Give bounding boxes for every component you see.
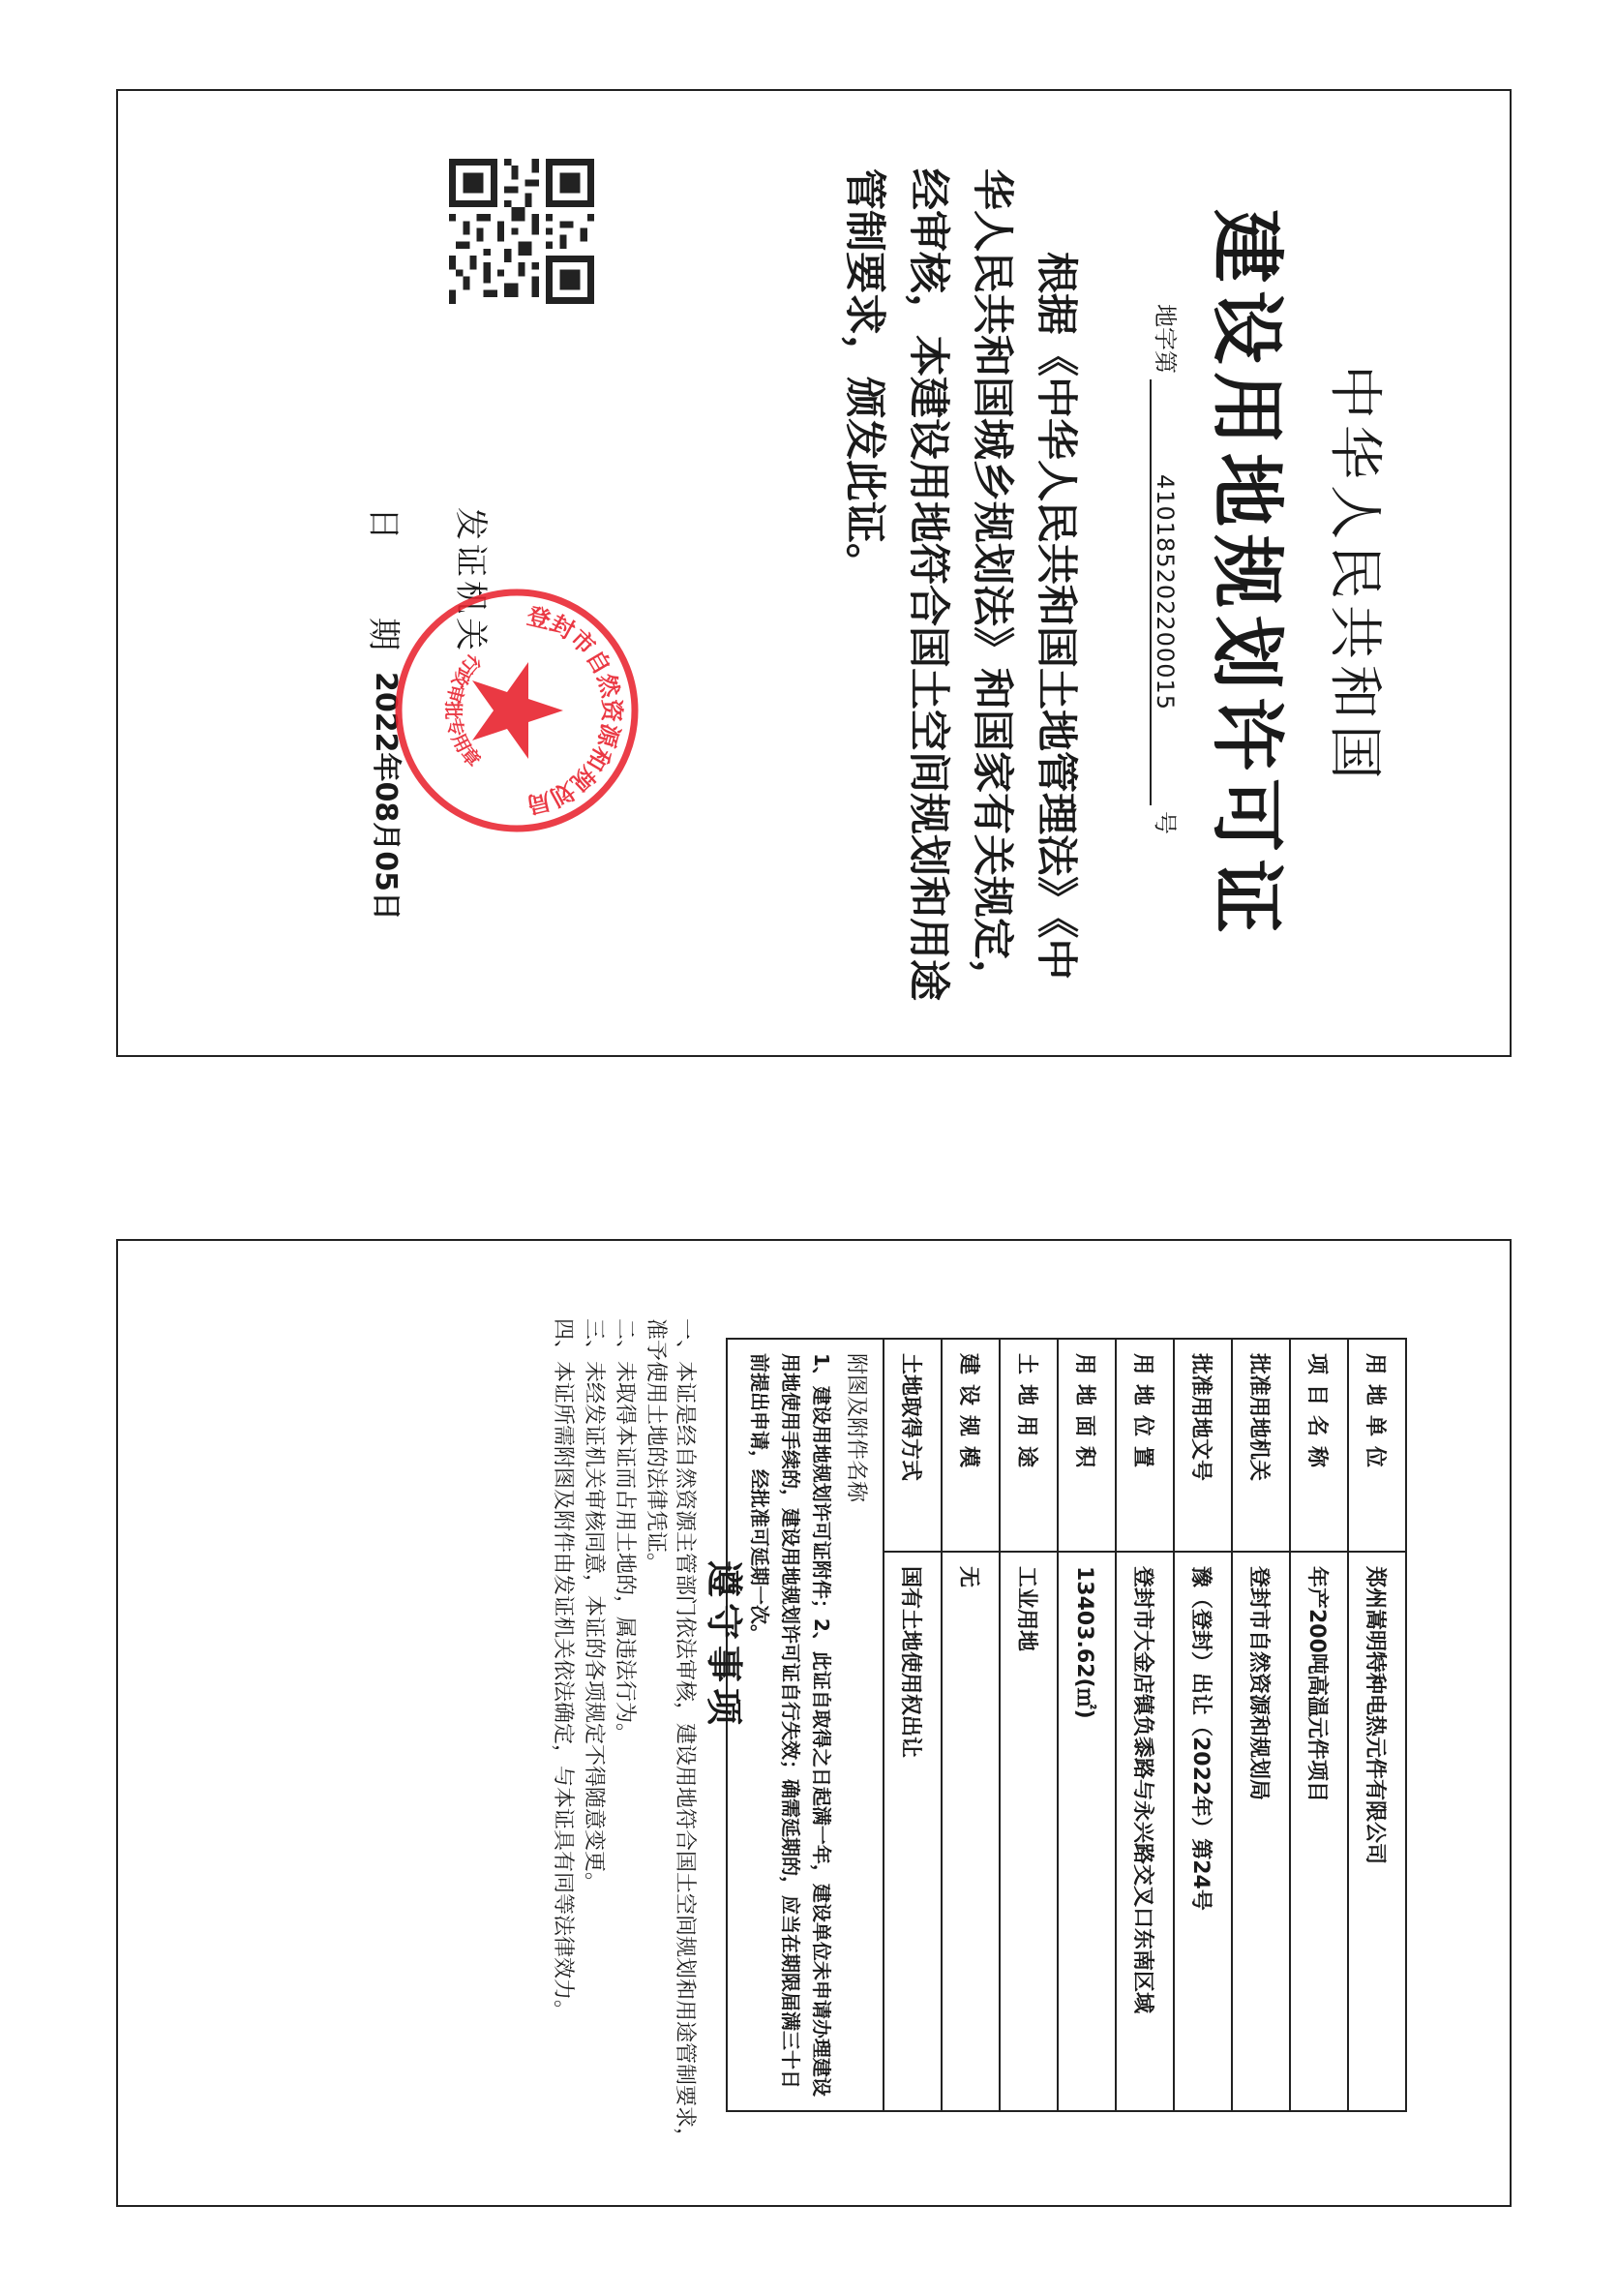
list-item: 一、本证是经自然资源主管部门依法审核，建设用地符合国土空间规划和用途管制要求，准予使用土地的法律凭证。 (644, 1318, 697, 2150)
row-label: 建设规模 (942, 1339, 1000, 1552)
row-label: 批准用地机关 (1232, 1339, 1290, 1552)
certificate-number (1150, 304, 1184, 834)
number-suffix: 号 (1152, 811, 1179, 834)
seal-bottom-text: 行政审批专用章 (441, 650, 485, 771)
row-value: 13403.62(㎡) (1058, 1552, 1116, 2111)
number-value: 410185202200015 (1150, 379, 1179, 805)
table-row (1348, 1339, 1406, 2111)
row-label: 用地单位 (1348, 1339, 1406, 1552)
row-label: 土地用途 (1000, 1339, 1058, 1552)
issuer-label: 发证机关 (451, 507, 490, 654)
table-row (1232, 1339, 1290, 2111)
attachments-text: 1、建设用地规划许可证附件；2、此证自取得之日起满一年，建设单位未申请办理建设用地使用手续的，建设用地规划许可证自行失效；确需延期的，应当在期限届满三十日前提出申请，经批准可延期一次。 (748, 1353, 833, 2097)
certificate-details-panel (116, 1239, 1512, 2207)
row-label: 用地位置 (1116, 1339, 1174, 1552)
row-label: 土地取得方式 (884, 1339, 942, 1552)
list-item: 三、未经发证机关审核同意，本证的各项规定不得随意变更。 (582, 1318, 606, 1894)
row-value: 国有土地使用权出让 (884, 1552, 942, 2111)
row-value: 豫（登封）出让（2022年）第24号 (1174, 1552, 1232, 2111)
date-label-b: 期 (364, 618, 403, 650)
table-row (1290, 1339, 1348, 2111)
row-value: 工业用地 (1000, 1552, 1058, 2111)
row-label: 项目名称 (1290, 1339, 1348, 1552)
certificate-title: 建设用地规划许可证 (1204, 209, 1290, 941)
table-row (942, 1339, 1000, 2111)
certificate-details-content (118, 1241, 1513, 2209)
basis-paragraph: 根据《中华人民共和国土地管理法》《中华人民共和国城乡规划法》和国家有关规定，经审核，本建设用地符合国土空间规划和用途管制要求，颁发此证。 (840, 168, 1080, 1001)
row-value: 登封市大金店镇负黍路与永兴路交叉口东南区域 (1116, 1552, 1174, 2111)
table-row (1174, 1339, 1232, 2111)
date-label-a: 日 (364, 507, 403, 540)
list-item: 四、本证所需附图及附件由发证机关依法确定，与本证具有同等法律效力。 (551, 1318, 575, 2022)
attachments-title: 附图及附件名称 (844, 1353, 868, 1503)
row-value: 郑州嵩明特种电热元件有限公司 (1348, 1552, 1406, 2111)
table-row (1058, 1339, 1116, 2111)
row-label: 批准用地文号 (1174, 1339, 1232, 1552)
row-value: 年产200吨高温元件项目 (1290, 1552, 1348, 2111)
official-seal-icon (391, 585, 643, 836)
certificate-face-panel (116, 89, 1512, 1057)
row-value: 无 (942, 1552, 1000, 2111)
issue-date: 2022年08月05日 (369, 672, 403, 921)
table-row (884, 1339, 942, 2111)
details-table (726, 1338, 1407, 2112)
number-prefix: 地字第 (1152, 304, 1179, 374)
row-value: 登封市自然资源和规划局 (1232, 1552, 1290, 2111)
country-name: 中华人民共和国 (1323, 365, 1386, 785)
seal-text: 登封市自然资源和规划局 (524, 602, 625, 819)
table-row (1116, 1339, 1174, 2111)
list-item: 二、未取得本证而占用土地的，属违法行为。 (613, 1318, 637, 1745)
row-label: 用地面积 (1058, 1339, 1116, 1552)
svg-text:行政审批专用章 (442, 650, 485, 771)
certificate-face-content (118, 91, 1513, 1059)
notices-list (546, 1318, 701, 2151)
table-row (1000, 1339, 1058, 2111)
notices-title: 遵守事项 (703, 1560, 745, 1732)
qr-code-icon (449, 159, 594, 304)
